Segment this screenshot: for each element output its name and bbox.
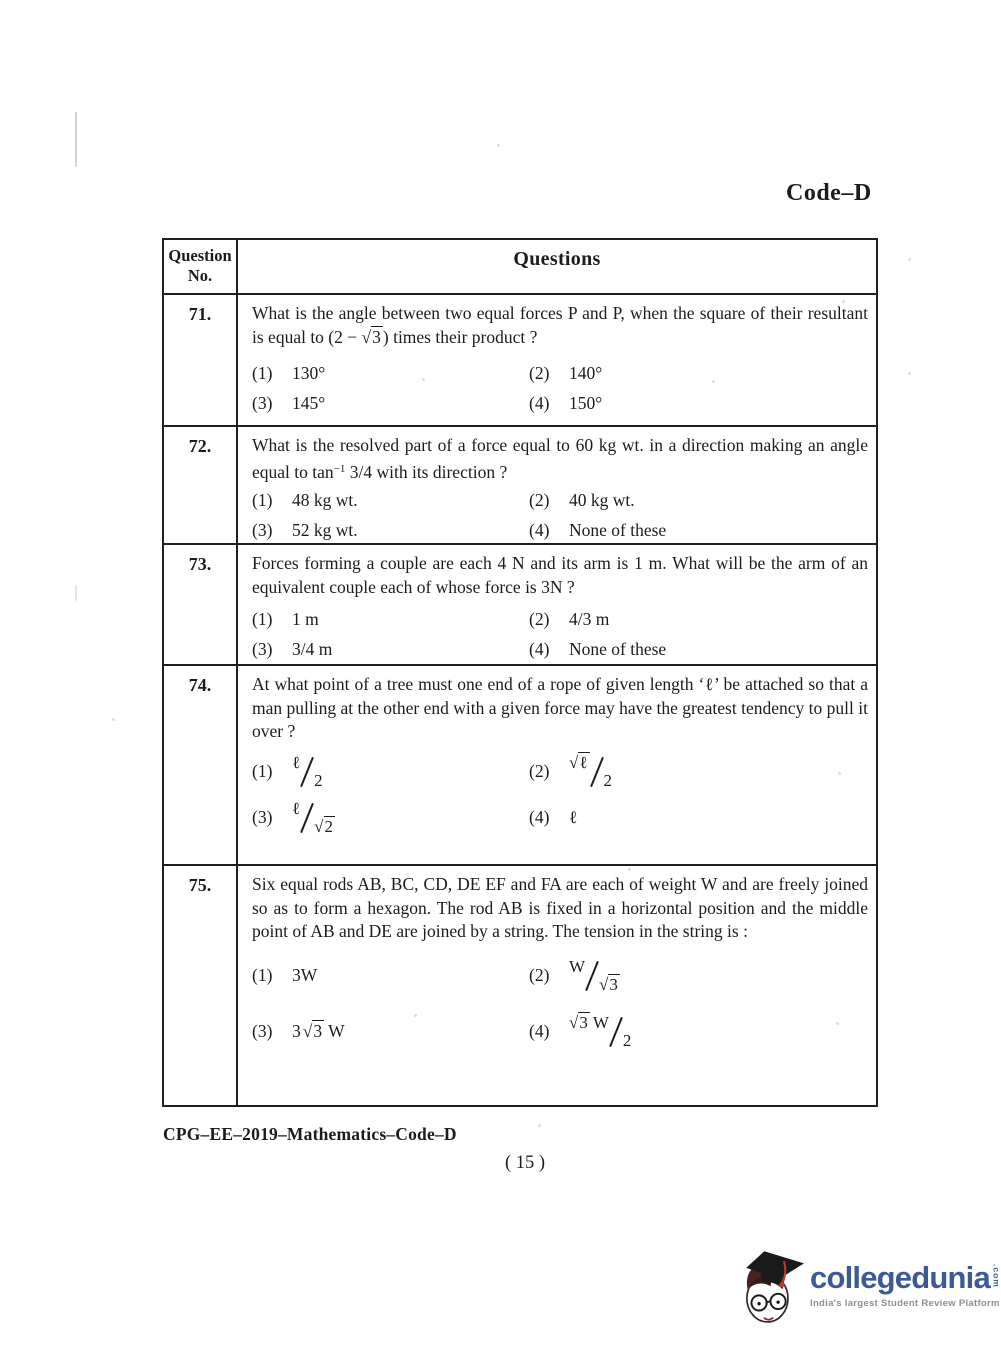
option-2: (2) 4/3 m <box>529 609 610 629</box>
brand-tagline: India's largest Student Review Platform <box>810 1298 1000 1309</box>
sqrt-radical: √ ℓ <box>569 754 590 771</box>
sqrt-radical: √ 3 <box>303 1021 324 1042</box>
question-text: Forces forming a couple are each 4 N and its arm is 1 m. What will be the arm of an equivalent couple each of whose force is 3N ? <box>252 553 868 597</box>
sqrt-radical: √ 3 <box>362 326 383 350</box>
fraction: W √ 3 <box>569 960 620 992</box>
option-2: (2) √ ℓ 2 <box>529 756 868 788</box>
option-1: (1) 130° <box>252 363 326 383</box>
question-row-75 <box>164 864 876 1105</box>
option-1: (1) 1 m <box>252 609 319 629</box>
brand-domain: .com <box>991 1264 1001 1288</box>
question-number: 74. <box>164 666 238 864</box>
question-number: 75. <box>164 866 238 1105</box>
options-list <box>252 490 868 541</box>
option-2: (2) 40 kg wt. <box>529 490 635 510</box>
sqrt-radical: √ 3 <box>599 976 620 993</box>
options-list <box>252 609 868 660</box>
page-number: ( 15 ) <box>504 1153 546 1173</box>
option-4: (4) None of these <box>529 520 667 540</box>
question-text: Six equal rods AB, BC, CD, DE EF and FA are each of weight W and are freely joined so as to form a hexagon. The rod AB is fixed in a horizontal position and the middle point of AB and DE are joined by a string. The tension in the string is : <box>252 874 868 941</box>
option-2: (2) 140° <box>529 363 603 383</box>
fraction: √ ℓ 2 <box>569 756 612 788</box>
option-1: (1) 3W <box>252 965 318 985</box>
paper-code-label: Code–D <box>786 180 872 206</box>
option-3: (3) 3/4 m <box>252 639 333 659</box>
fraction-slash <box>585 960 599 990</box>
option-4: (4) ℓ <box>529 807 578 827</box>
option-3: (3) 145° <box>252 393 326 413</box>
option-4: (4) √ 3 W 2 <box>529 1016 868 1048</box>
question-text: What is the angle between two equal forces P and P, when the square of their resultant is equal to (2 − √ 3 ) times their product ? <box>252 302 868 349</box>
option-3: (3) ℓ √ 2 <box>252 802 529 834</box>
question-row-71 <box>164 293 876 425</box>
superscript: −1 <box>333 462 346 475</box>
question-row-74 <box>164 664 876 864</box>
table-header-row <box>164 240 876 293</box>
fraction-slash <box>609 1016 623 1046</box>
question-number: 71. <box>164 295 238 425</box>
fraction-slash <box>300 756 314 786</box>
option-4: (4) None of these <box>529 639 667 659</box>
fraction: ℓ √ 2 <box>292 802 335 834</box>
header-question-no: Question No. <box>164 240 238 293</box>
option-4: (4) 150° <box>529 393 603 413</box>
header-questions: Questions <box>513 248 601 270</box>
fraction: ℓ 2 <box>292 753 323 790</box>
paper-footer-code: CPG–EE–2019–Mathematics–Code–D <box>163 1124 457 1144</box>
sqrt-radical: √ 3 <box>569 1014 590 1031</box>
fraction-slash <box>300 802 314 832</box>
option-1: (1) ℓ 2 <box>252 753 323 790</box>
mascot-icon <box>737 1248 807 1332</box>
options-list <box>252 363 868 414</box>
fraction-slash <box>590 756 604 786</box>
option-3: (3) 3 √ 3 W <box>252 1021 529 1042</box>
fraction: √ 3 W 2 <box>569 1016 631 1048</box>
collegedunia-logo <box>737 1246 1000 1332</box>
options-list <box>252 753 868 836</box>
question-text: What is the resolved part of a force equal to 60 kg wt. in a direction making an angle equal to $\tan^{-1} 3/4$ with its direction ? <box>252 435 868 482</box>
brand-name: collegedunia <box>810 1260 990 1295</box>
question-text: At what point of a tree must one end of a rope of given length ‘ℓ’ be attached so that a man pulling at the other end with a given force may have the greatest tendency to pull it over ? <box>252 674 868 741</box>
question-row-72 <box>164 425 876 543</box>
option-1: (1) 48 kg wt. <box>252 490 358 510</box>
option-2: (2) W √ 3 <box>529 960 868 992</box>
option-3: (3) 52 kg wt. <box>252 520 358 540</box>
options-list <box>252 957 868 1050</box>
question-number: 73. <box>164 545 238 664</box>
question-number: 72. <box>164 427 238 543</box>
question-table <box>162 238 878 1107</box>
question-row-73 <box>164 543 876 664</box>
sqrt-radical: √ 2 <box>314 818 335 835</box>
